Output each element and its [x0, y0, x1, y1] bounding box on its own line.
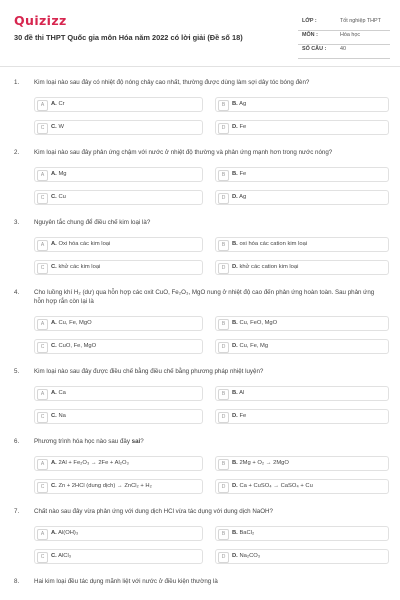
option-text: AlCl₃: [58, 553, 72, 559]
question-number: 8.: [14, 578, 20, 585]
option-text: Cu, Fe, Mg: [239, 343, 269, 349]
question-text: Chất nào sau đây vừa phản ứng với dung dịch HCl vừa tác dụng với dung dịch NaOH?: [34, 508, 273, 515]
info-value: Tốt nghiệp THPT: [340, 18, 381, 24]
option-c[interactable]: [34, 120, 203, 135]
option-letter-badge: A: [37, 319, 48, 330]
option-label: A.: [51, 241, 57, 247]
worksheet-header: [0, 0, 400, 66]
option-text: Cr: [58, 101, 65, 107]
option-text: Al(OH)₃: [58, 530, 79, 536]
option-letter-badge: C: [37, 482, 48, 493]
option-b[interactable]: [215, 97, 389, 112]
option-text: Ag: [239, 101, 247, 107]
option-text: khử các kim loại: [58, 264, 101, 270]
header-divider: [0, 66, 400, 67]
option-label: C.: [51, 483, 57, 489]
option-letter-badge: D: [218, 552, 229, 563]
option-b[interactable]: [215, 237, 389, 252]
option-letter-badge: A: [37, 529, 48, 540]
option-label: B.: [232, 171, 238, 177]
option-label: B.: [232, 390, 238, 396]
option-label: A.: [51, 171, 57, 177]
option-b[interactable]: [215, 167, 389, 182]
option-letter-badge: C: [37, 123, 48, 134]
option-letter-badge: D: [218, 193, 229, 204]
option-letter-badge: D: [218, 263, 229, 274]
option-letter-badge: A: [37, 170, 48, 181]
info-row-question-count: [298, 42, 390, 59]
option-b[interactable]: [215, 456, 389, 471]
option-c[interactable]: [34, 549, 203, 564]
option-a[interactable]: [34, 386, 203, 401]
option-label: C.: [51, 413, 57, 419]
option-d[interactable]: [215, 549, 389, 564]
option-text: Na₂CO₃: [239, 553, 261, 559]
option-letter-badge: D: [218, 482, 229, 493]
option-letter-badge: C: [37, 552, 48, 563]
option-label: B.: [232, 320, 238, 326]
option-letter-badge: B: [218, 459, 229, 470]
option-c[interactable]: [34, 260, 203, 275]
option-d[interactable]: [215, 260, 389, 275]
option-letter-badge: A: [37, 459, 48, 470]
option-text: 2Al + Fe₂O₃ → 2Fe + Al₂O₃: [58, 460, 129, 466]
option-text: Cu, FeO, MgO: [239, 320, 278, 326]
option-text: W: [58, 124, 64, 130]
option-label: A.: [51, 460, 57, 466]
question-number: 4.: [14, 289, 20, 296]
option-letter-badge: A: [37, 100, 48, 111]
option-label: A.: [51, 530, 57, 536]
option-letter-badge: C: [37, 263, 48, 274]
option-label: A.: [51, 101, 57, 107]
option-label: D.: [232, 343, 238, 349]
option-text: CuO, Fe, MgO: [58, 343, 97, 349]
option-letter-badge: D: [218, 123, 229, 134]
info-label: SỐ CÂU :: [302, 46, 327, 52]
option-c[interactable]: [34, 479, 203, 494]
question-text: Nguyên tắc chung để điều chế kim loại là?: [34, 219, 151, 226]
emphasis-word: sai: [131, 438, 141, 445]
option-label: B.: [232, 101, 238, 107]
option-label: B.: [232, 530, 238, 536]
question-text: Kim loại nào sau đây có nhiệt độ nóng chảy cao nhất, thường được dùng làm sợi dây tóc bóng đèn?: [34, 79, 310, 86]
option-label: C.: [51, 194, 57, 200]
option-letter-badge: B: [218, 319, 229, 330]
option-text: Ag: [239, 194, 247, 200]
option-label: C.: [51, 264, 57, 270]
option-a[interactable]: [34, 316, 203, 331]
info-value: 40: [340, 46, 346, 52]
question-text: Kim loại nào sau đây được điều chế bằng điều chế bằng phương pháp nhiệt luyện?: [34, 368, 264, 375]
option-text: Zn + 2HCl (dung dịch) → ZnCl₂ + H₂: [58, 483, 152, 489]
option-text: oxi hóa các cation kim loại: [239, 241, 308, 247]
option-b[interactable]: [215, 386, 389, 401]
option-text: BaCl₂: [239, 530, 255, 536]
question-text: Phương trình hóa học nào sau đây sai?: [34, 438, 144, 445]
option-a[interactable]: [34, 97, 203, 112]
option-text: Cu: [58, 194, 66, 200]
option-d[interactable]: [215, 409, 389, 424]
question-text: Cho luồng khí H₂ (dư) qua hỗn hợp các oxit CuO, Fe₂O₃, MgO nung ở nhiệt độ cao đến phản ứng hoàn toàn. Sau phản ứng hỗn hợp rắn còn lại là: [34, 289, 375, 305]
option-b[interactable]: [215, 316, 389, 331]
option-label: D.: [232, 194, 238, 200]
option-text: Cu, Fe, MgO: [58, 320, 92, 326]
option-letter-badge: A: [37, 240, 48, 251]
question-number: 2.: [14, 149, 20, 156]
option-c[interactable]: [34, 409, 203, 424]
option-label: C.: [51, 124, 57, 130]
question-number: 7.: [14, 508, 20, 515]
option-text: Oxi hóa các kim loại: [58, 241, 111, 247]
option-text: Fe: [239, 171, 247, 177]
option-d[interactable]: [215, 120, 389, 135]
option-letter-badge: C: [37, 412, 48, 423]
option-a[interactable]: [34, 167, 203, 182]
option-letter-badge: D: [218, 412, 229, 423]
option-letter-badge: B: [218, 529, 229, 540]
option-label: D.: [232, 483, 238, 489]
option-label: A.: [51, 390, 57, 396]
option-label: C.: [51, 553, 57, 559]
option-text: Fe: [239, 413, 247, 419]
option-label: D.: [232, 124, 238, 130]
info-label: MÔN :: [302, 32, 318, 38]
option-text: Ca: [58, 390, 66, 396]
option-text: Mg: [58, 171, 67, 177]
option-letter-badge: B: [218, 389, 229, 400]
option-label: B.: [232, 241, 238, 247]
option-text: Al: [239, 390, 245, 396]
option-text: Ca + CuSO₄ → CaSO₄ + Cu: [239, 483, 313, 489]
quizizz-logo[interactable]: Quizizz: [14, 13, 67, 28]
option-c[interactable]: [34, 190, 203, 205]
option-text: Fe: [239, 124, 247, 130]
question-number: 6.: [14, 438, 20, 445]
option-label: A.: [51, 320, 57, 326]
option-letter-badge: D: [218, 342, 229, 353]
option-text: khử các cation kim loại: [239, 264, 299, 270]
option-d[interactable]: [215, 190, 389, 205]
question-number: 1.: [14, 79, 20, 86]
option-a[interactable]: [34, 526, 203, 541]
option-text: Na: [58, 413, 66, 419]
question-text: Hai kim loại đều tác dụng mãnh liệt với nước ở điều kiện thường là: [34, 578, 218, 585]
question-text: Kim loại nào sau đây phản ứng chậm với nước ở nhiệt độ thường và phản ứng mạnh hơn trong nước nóng?: [34, 149, 333, 156]
option-label: B.: [232, 460, 238, 466]
option-b[interactable]: [215, 526, 389, 541]
info-label: LỚP :: [302, 18, 317, 24]
page-title: 30 đề thi THPT Quốc gia môn Hóa năm 2022 có lời giải (Đề số 18): [14, 33, 243, 42]
option-letter-badge: B: [218, 170, 229, 181]
option-label: C.: [51, 343, 57, 349]
option-letter-badge: B: [218, 100, 229, 111]
option-label: D.: [232, 553, 238, 559]
option-text: 2Mg + O₂ → 2MgO: [239, 460, 289, 466]
option-a[interactable]: [34, 237, 203, 252]
option-d[interactable]: [215, 339, 389, 354]
option-letter-badge: A: [37, 389, 48, 400]
option-letter-badge: B: [218, 240, 229, 251]
option-letter-badge: C: [37, 342, 48, 353]
option-d[interactable]: [215, 479, 389, 494]
option-label: D.: [232, 264, 238, 270]
info-value: Hóa học: [340, 32, 361, 38]
question-number: 5.: [14, 368, 20, 375]
option-c[interactable]: [34, 339, 203, 354]
option-a[interactable]: [34, 456, 203, 471]
option-letter-badge: C: [37, 193, 48, 204]
question-number: 3.: [14, 219, 20, 226]
option-label: D.: [232, 413, 238, 419]
